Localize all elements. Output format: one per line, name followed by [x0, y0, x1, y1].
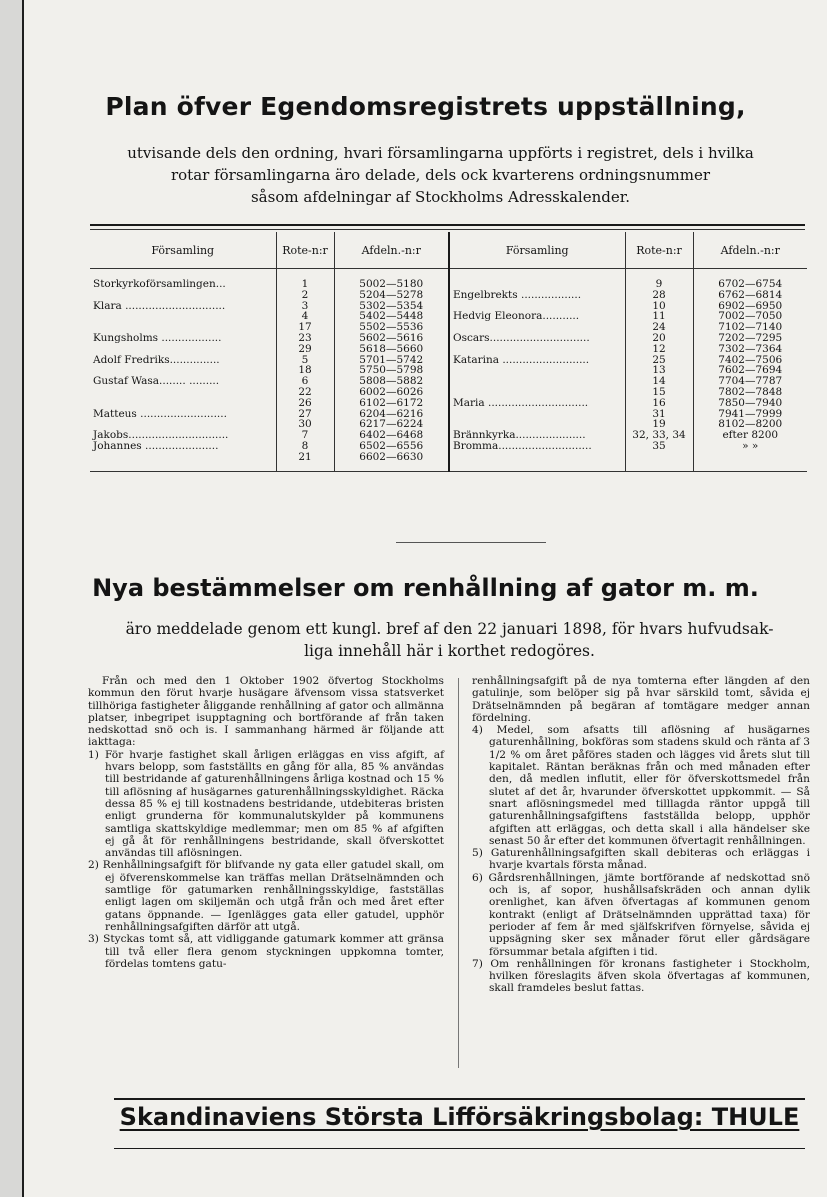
- paragraph: 6) Gårdsrenhållningen, jämte bortförande af nedskottad snö och is, af sopor, hushållsafskräden och annan dylik orenlighet, kan äfven öfvertagas af kommunen genom kontrakt (enligt af Drätselnämnden upprättad taxa) för perioder af fem år med själfskrifven förnyelse, såvida ej uppsägning sker sex månader förut eller gårdsägare försummar betala afgiften i tid.: [472, 871, 810, 958]
- table-row: [90, 452, 807, 463]
- table-cell: Brännkyrka.....................: [449, 430, 625, 441]
- table-cell: 3: [276, 301, 334, 312]
- table-cell: 5808—5882: [334, 376, 449, 387]
- table-cell: 8102—8200: [693, 419, 807, 430]
- table-cell: 13: [625, 365, 693, 376]
- table-cell: 6402—6468: [334, 430, 449, 441]
- register-table: [90, 232, 807, 472]
- table-cell: 7002—7050: [693, 311, 807, 322]
- paragraph: 4) Medel, som afsatts till aflösning af husägarnes gaturenhållning, bokföras som stadens skuld och ränta af 3 1/2 % om året påföres staden och lägges vid årets slut till kapitalet. Räntan beräknas från och med månaden efter den, då medlen influtit, eller för öfverskottsmedel från slutet af det år, hvarunder öfverskottet uppkommit. — Så snart aflösningsmedel med tilllagda räntor uppgå till gaturenhållningsafgiftens fastställda belopp, upphör afgiften att erläggas, och detta skall i alla händelser ske senast 50 år efter det kommunen öfvertagit renhållningen.: [472, 724, 810, 847]
- table-cell: 20: [625, 333, 693, 344]
- table-cell: Hedvig Eleonora...........: [449, 311, 625, 322]
- table-cell: 7704—7787: [693, 376, 807, 387]
- paragraph: 5) Gaturenhållningsafgiften skall debiteras och erläggas i hvarje kvartals första månad.: [472, 847, 810, 872]
- column-divider: [458, 678, 459, 1068]
- table-cell: [90, 387, 276, 398]
- table-cell: 6762—6814: [693, 290, 807, 301]
- page-title: Plan öfver Egendomsregistrets uppställning,: [105, 92, 746, 121]
- table-body: [90, 269, 807, 472]
- paragraph: 3) Styckas tomt så, att vidliggande gatumark kommer att gränsa till två eller flera genom styckningen uppkomna tomter, fördelas tomtens gatu-: [88, 933, 444, 970]
- table-cell: Jakobs..............................: [93, 429, 229, 442]
- table-cell: 6217—6224: [334, 419, 449, 430]
- section-intro: [84, 618, 815, 662]
- table-cell: 6502—6556: [334, 441, 449, 452]
- table-cell: Johannes ......................: [93, 439, 219, 452]
- table-cell: 6902—6950: [693, 301, 807, 312]
- table-row: [90, 290, 807, 301]
- paragraph: renhållningsafgift på de nya tomterna efter längden af den gatulinje, som belöper sig på hvar särskild tomt, såvida ej Drätselnämnden på begäran af tomtägare medger annan fördelning.: [472, 675, 810, 724]
- table-cell: 12: [625, 344, 693, 355]
- table-cell: 5204—5278: [334, 290, 449, 301]
- table-row: [90, 409, 807, 420]
- divider: [396, 542, 546, 543]
- intro-line: liga innehåll här i korthet redogöres.: [304, 642, 595, 660]
- table-cell: 2: [276, 290, 334, 301]
- table-cell: [90, 344, 276, 355]
- table-cell: 5502—5536: [334, 322, 449, 333]
- table-cell: 9: [625, 279, 693, 290]
- table-cell: 17: [276, 322, 334, 333]
- column-header: Afdeln.-n:r: [334, 232, 449, 269]
- table-cell: 30: [276, 419, 334, 430]
- table-cell: 7402—7506: [693, 355, 807, 366]
- table-row: [90, 376, 807, 387]
- footer-advertisement: Skandinaviens Största Lifförsäkringsbolag: THULE: [119, 1103, 800, 1131]
- table-cell: » »: [693, 441, 807, 452]
- table-cell: 1: [276, 279, 334, 290]
- table-cell: 5602—5616: [334, 333, 449, 344]
- table-cell: 15: [625, 387, 693, 398]
- table-cell: 5618—5660: [334, 344, 449, 355]
- table-cell: 31: [625, 409, 693, 420]
- table-cell: 18: [276, 365, 334, 376]
- table-cell: [449, 409, 625, 420]
- column-header: Församling: [449, 232, 625, 269]
- divider: [114, 1148, 805, 1149]
- column-header: Rote-n:r: [625, 232, 693, 269]
- table-cell: 29: [276, 344, 334, 355]
- table-row: [90, 301, 807, 312]
- table-cell: 6204—6216: [334, 409, 449, 420]
- table-row: [90, 311, 807, 322]
- table-cell: 23: [276, 333, 334, 344]
- table-cell: Adolf Fredriks...............: [93, 353, 220, 366]
- paragraph: 2) Renhållningsafgift för blifvande ny gata eller gatudel skall, om ej öfverenskommelse kan träffas mellan Drätselnämnden och samtlige för gatumarken renhållningsskyldige, fastställas enligt lagen om skiljemän och utgå från och med året efter gatans öppnande. — Igenlägges gata eller gatudel, upphör renhållningsafgiften därför att utgå.: [88, 859, 444, 933]
- table-cell: 28: [625, 290, 693, 301]
- paragraph: 7) Om renhållningen för kronans fastigheter i Stockholm, hvilken föreslagits äfven skola öfvertagas af kommunen, skall framdeles beslut fattas.: [472, 957, 810, 995]
- table-cell: Matteus ..........................: [93, 407, 227, 420]
- table-cell: 7802—7848: [693, 387, 807, 398]
- table-cell: Gustaf Wasa........ .........: [93, 375, 220, 388]
- table-cell: 5302—5354: [334, 301, 449, 312]
- table-row: [90, 387, 807, 398]
- table-cell: 6: [276, 376, 334, 387]
- right-column: [472, 675, 810, 995]
- paragraph: Från och med den 1 Oktober 1902 öfvertog Stockholms kommun den förut hvarje husägare äfvensom vissa statsverket tillhöriga fastigheter åliggande renhållning af gator och allmänna platser, inbegripet isupptagning och bortförande af från taken nedskottad snö och is. I sammanhang härmed är följande att iakttaga:: [88, 675, 444, 749]
- table-cell: 7302—7364: [693, 344, 807, 355]
- intro-line: äro meddelade genom ett kungl. bref af den 22 januari 1898, för hvars hufvudsak-: [125, 620, 774, 638]
- table-cell: 7941—7999: [693, 409, 807, 420]
- left-column: [88, 675, 444, 970]
- table-cell: [90, 398, 276, 409]
- column-header: Afdeln.-n:r: [693, 232, 807, 269]
- subtitle: [74, 142, 807, 208]
- table-cell: 7: [276, 430, 334, 441]
- table-row: [90, 279, 807, 290]
- table-cell: 7102—7140: [693, 322, 807, 333]
- table-cell: efter 8200: [693, 430, 807, 441]
- divider: [90, 224, 805, 226]
- divider: [114, 1098, 805, 1100]
- table-cell: 6102—6172: [334, 398, 449, 409]
- table-cell: Katarina ..........................: [449, 355, 625, 366]
- table-cell: Storkyrkoförsamlingen...: [93, 278, 226, 290]
- table-cell: 6002—6026: [334, 387, 449, 398]
- table-cell: 5002—5180: [334, 279, 449, 290]
- table-cell: [90, 311, 276, 322]
- table-cell: 10: [625, 301, 693, 312]
- column-header: Församling: [90, 232, 276, 269]
- table-cell: 32, 33, 34: [625, 430, 693, 441]
- table-cell: [449, 452, 625, 463]
- table-cell: 14: [625, 376, 693, 387]
- table-row: [90, 398, 807, 409]
- table-cell: 7202—7295: [693, 333, 807, 344]
- table-cell: 11: [625, 311, 693, 322]
- table-cell: [449, 365, 625, 376]
- subtitle-line: rotar församlingarna äro delade, dels ock kvarterens ordningsnummer: [170, 166, 711, 184]
- table-cell: 6602—6630: [334, 452, 449, 463]
- table-cell: Klara ..............................: [93, 299, 226, 312]
- table-cell: 7850—7940: [693, 398, 807, 409]
- table-cell: 27: [276, 409, 334, 420]
- table-row: [90, 333, 807, 344]
- table-cell: Bromma............................: [449, 441, 625, 452]
- table-cell: 35: [625, 441, 693, 452]
- document-page: [22, 0, 827, 1197]
- paragraph: 1) För hvarje fastighet skall årligen erläggas en viss afgift, af hvars belopp, som fastställts en gång för alla, 85 % användas till bestridande af gaturenhållningens årliga kostnad och 15 % till aflösning af husägarnes gaturenhållningsskyldighet. Räcka dessa 85 % ej till kostnadens bestridande, utdebiteras bristen enligt grunderna för kommunalutskylder på kommunens samtliga skattskyldige medlemmar; men om 85 % af afgiften ej gå åt för renhållningens bestridande, skall öfverskottet användas till aflösningen.: [88, 748, 444, 860]
- table-cell: [449, 344, 625, 355]
- table-cell: Maria ..............................: [449, 398, 625, 409]
- table-cell: 5402—5448: [334, 311, 449, 322]
- table-cell: [90, 452, 276, 463]
- table-cell: Oscars..............................: [449, 333, 625, 344]
- table-cell: 24: [625, 322, 693, 333]
- table-cell: Engelbrekts ..................: [449, 290, 625, 301]
- table-cell: 19: [625, 419, 693, 430]
- table-cell: 4: [276, 311, 334, 322]
- table-row: [90, 344, 807, 355]
- table-cell: 16: [625, 398, 693, 409]
- table-header-row: [90, 232, 807, 269]
- table-cell: [449, 376, 625, 387]
- divider: [90, 229, 805, 230]
- table-cell: Kungsholms ..................: [93, 331, 222, 344]
- table-cell: [90, 290, 276, 301]
- subtitle-line: utvisande dels den ordning, hvari församlingarna uppförts i registret, dels i hvilka: [127, 144, 754, 162]
- table-cell: 5: [276, 355, 334, 366]
- table-cell: 22: [276, 387, 334, 398]
- table-cell: [693, 452, 807, 463]
- subtitle-line: såsom afdelningar af Stockholms Adresskalender.: [250, 188, 630, 206]
- column-header: Rote-n:r: [276, 232, 334, 269]
- table-cell: 5701—5742: [334, 355, 449, 366]
- table-row: [90, 355, 807, 366]
- section-title: Nya bestämmelser om renhållning af gator m. m.: [92, 574, 759, 602]
- table-cell: 5750—5798: [334, 365, 449, 376]
- table-cell: [625, 452, 693, 463]
- table-row: [90, 441, 807, 452]
- table-cell: 25: [625, 355, 693, 366]
- table-cell: 6702—6754: [693, 279, 807, 290]
- table-cell: 26: [276, 398, 334, 409]
- table-cell: 8: [276, 441, 334, 452]
- table-cell: 21: [276, 452, 334, 463]
- table-cell: 7602—7694: [693, 365, 807, 376]
